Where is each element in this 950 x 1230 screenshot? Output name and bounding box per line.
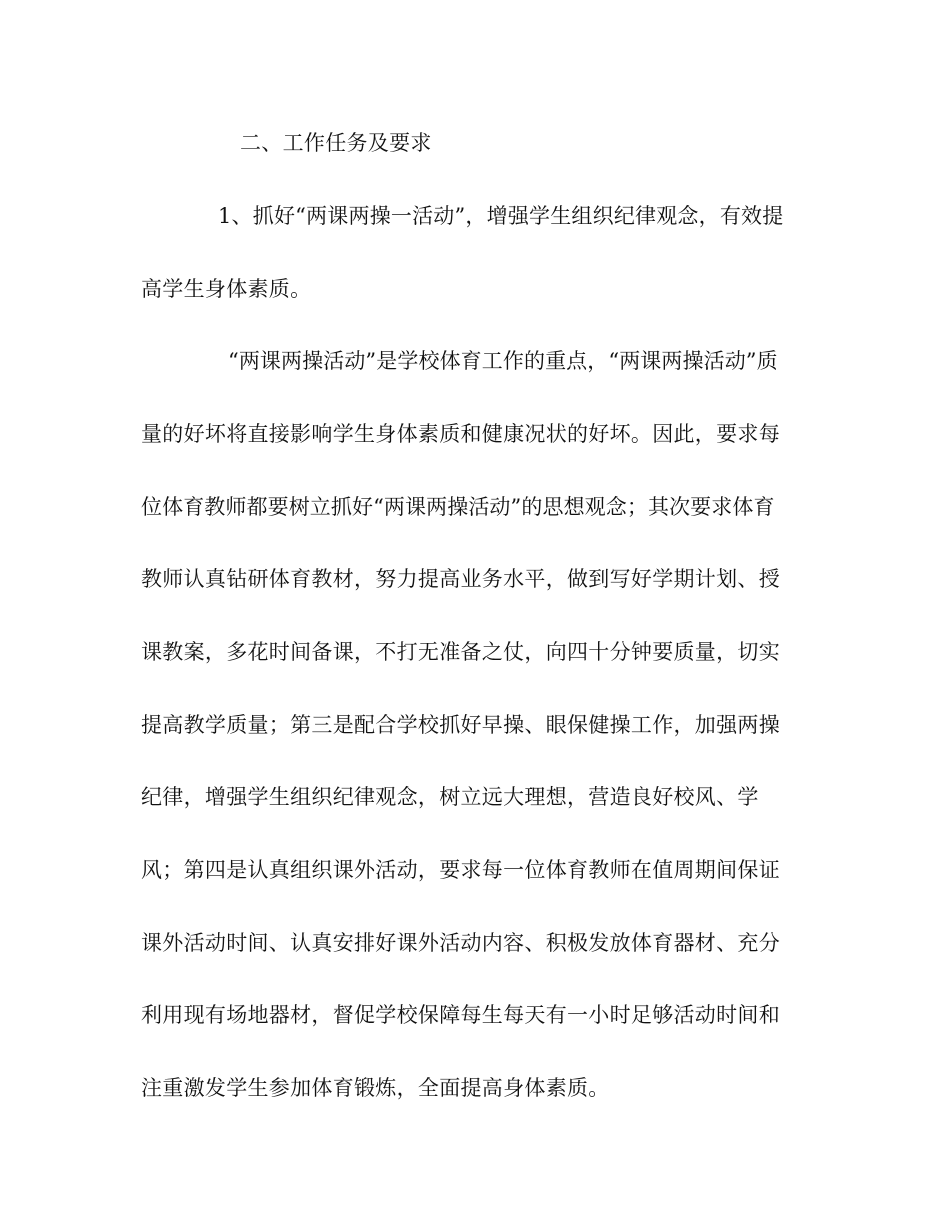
paragraph-line: 课教案，多花时间备课，不打无准备之仗，向四十分钟要质量，切实 <box>141 640 780 664</box>
paragraph-line: 注重激发学生参加体育锻炼，全面提高身体素质。 <box>141 1076 610 1100</box>
paragraph-line: 纪律，增强学生组织纪律观念，树立远大理想，营造良好校风、学 <box>141 785 759 809</box>
paragraph-line: “两课两操活动”是学校体育工作的重点，“两课两操活动”质 <box>228 349 778 373</box>
paragraph-line: 量的好坏将直接影响学生身体素质和健康况状的好坏。因此，要求每 <box>141 422 780 446</box>
paragraph-line: 提高教学质量；第三是配合学校抓好早操、眼保健操工作，加强两操 <box>141 713 780 737</box>
paragraph-line: 利用现有场地器材，督促学校保障每生每天有一小时足够活动时间和 <box>141 1003 780 1027</box>
paragraph-line: 1、抓好“两课两操一活动”，增强学生组织纪律观念，有效提 <box>218 204 784 228</box>
section-heading: 二、工作任务及要求 <box>240 131 432 155</box>
paragraph-line: 教师认真钻研体育教材，努力提高业务水平，做到写好学期计划、授 <box>141 567 780 591</box>
paragraph-line: 课外活动时间、认真安排好课外活动内容、积极发放体育器材、充分 <box>141 931 780 955</box>
paragraph-line: 位体育教师都要树立抓好“两课两操活动”的思想观念；其次要求体育 <box>141 495 775 519</box>
paragraph-line: 高学生身体素质。 <box>141 277 312 301</box>
paragraph-line: 风；第四是认真组织课外活动，要求每一位体育教师在值周期间保证 <box>141 858 780 882</box>
